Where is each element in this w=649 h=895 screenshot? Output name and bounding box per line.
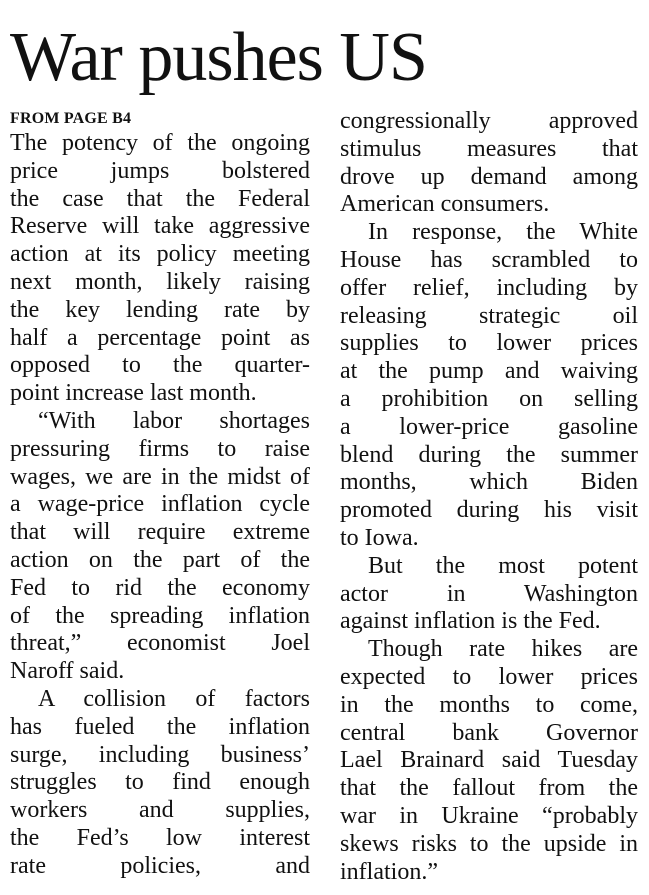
article-text-line: has fueled the inflation xyxy=(10,713,310,740)
column-body-right xyxy=(340,108,638,886)
article-text-line: expected to lower prices xyxy=(340,663,638,690)
article-text-line: central bank Governor xyxy=(340,719,638,746)
article-text-line: supplies to lower prices xyxy=(340,330,638,357)
article-text-line: American consumers. xyxy=(340,191,550,218)
article-column-right xyxy=(340,108,638,886)
article-text-line: But the most potent xyxy=(368,552,638,579)
article-text-line: months, which Biden xyxy=(340,469,638,496)
article-text-line: Though rate hikes are xyxy=(368,636,638,663)
article-text-line: Fed to rid the economy xyxy=(10,574,310,601)
article-text-line: stimulus measures that xyxy=(340,135,638,162)
article-text-line: Naroff said. xyxy=(10,658,125,685)
article-text-line: the key lending rate by xyxy=(10,296,310,323)
article-text-line: In response, the White xyxy=(368,219,638,246)
article-text-line: that the fallout from the xyxy=(340,775,638,802)
article-text-line: of the spreading inflation xyxy=(10,602,310,629)
article-text-line: a lower-price gasoline xyxy=(340,413,638,440)
article-text-line: actor in Washington xyxy=(340,580,638,607)
article-text-line: A collision of factors xyxy=(38,685,310,712)
article-text-line: The potency of the ongoing xyxy=(10,130,310,156)
article-text-line: offer relief, including by xyxy=(340,274,638,301)
headline: War pushes US xyxy=(10,19,427,96)
article-text-line: struggles to find enough xyxy=(10,769,310,796)
article-text-line: action at its policy meeting xyxy=(10,241,310,268)
article-text-line: to Iowa. xyxy=(340,524,419,551)
column-body-left xyxy=(10,130,310,881)
article-text-line: at the pump and waiving xyxy=(340,358,638,385)
article-text-line: Reserve will take aggressive xyxy=(10,213,310,240)
article-text-line: inflation.” xyxy=(340,858,438,885)
article-text-line: blend during the summer xyxy=(340,441,638,468)
article-text-line: the Fed’s low interest xyxy=(10,824,310,851)
article-text-line: price jumps bolstered xyxy=(10,157,310,184)
article-text-line: House has scrambled to xyxy=(340,246,638,273)
article-text-line: war in Ukraine “probably xyxy=(340,802,638,829)
article-text-line: wages, we are in the midst of xyxy=(10,463,310,490)
article-text-line: half a percentage point as xyxy=(10,324,310,351)
article-text-line: next month, likely raising xyxy=(10,268,310,295)
article-text-line: Lael Brainard said Tuesday xyxy=(340,747,638,774)
article-text-line: skews risks to the upside in xyxy=(340,830,638,857)
article-text-line: in the months to come, xyxy=(340,691,638,718)
article-text-line: action on the part of the xyxy=(10,546,310,573)
article-text-line: “With labor shortages xyxy=(38,407,310,434)
article-text-line: threat,” economist Joel xyxy=(10,630,310,657)
continuation-kicker: FROM PAGE B4 xyxy=(10,110,132,127)
article-text-line: a wage-price inflation cycle xyxy=(10,491,310,518)
article-text-line: opposed to the quarter- xyxy=(10,352,310,379)
article-text-line: the case that the Federal xyxy=(10,185,310,212)
article-text-line: releasing strategic oil xyxy=(340,302,638,329)
article-text-line: point increase last month. xyxy=(10,380,257,407)
article-text-line: surge, including business’ xyxy=(10,741,310,768)
article-text-line: a prohibition on selling xyxy=(340,385,638,412)
article-text-line: pressuring firms to raise xyxy=(10,435,310,462)
article-text-line: drove up demand among xyxy=(340,163,638,190)
article-text-line: against inflation is the Fed. xyxy=(340,608,601,635)
article-text-line: congressionally approved xyxy=(340,108,638,134)
article-text-line: that will require extreme xyxy=(10,519,310,546)
article-text-line: workers and supplies, xyxy=(10,797,310,824)
article-text-line: rate policies, and xyxy=(10,852,310,879)
article-column-left xyxy=(10,108,310,881)
article-text-line: promoted during his visit xyxy=(340,497,638,524)
